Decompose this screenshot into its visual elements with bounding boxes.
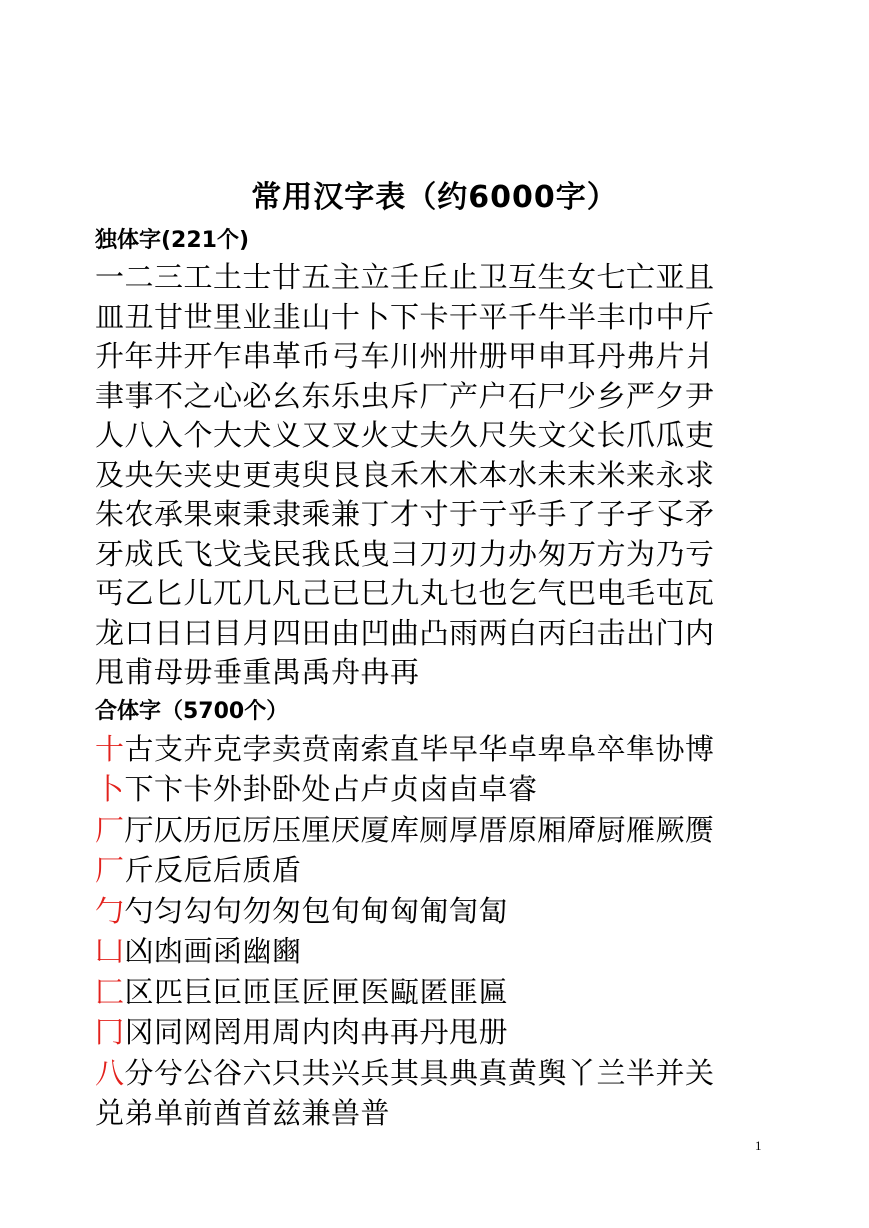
char-line: 及央矢夹史更夷臾艮良禾木术本水未末米来永求 [95,457,715,492]
char-line: 人八入个大犬义又叉火丈夫久尺失文父长爪瓜吏 [95,418,715,452]
char-line: 聿事不之心必幺东乐虫斥厂产户石尸少乡严夕尹 [95,378,715,413]
char-line: 皿丑甘世里业韭山十卜下卡干平千牛半丰巾中斤 [95,299,715,334]
radical-row [95,931,785,972]
char-line: 甩甫母毋垂重禺禹舟冉再 [95,655,420,689]
radical-chars: 斤反卮后质盾 [124,853,302,887]
page-number: 1 [755,1138,762,1153]
radical-chars: 下卞卡外卦卧处占卢贞卤卣卓睿 [124,772,538,806]
section-heading-compound: 合体字（5700个） [95,698,289,724]
radical-label: 卜 [95,772,125,806]
independent-char-list [95,258,785,693]
char-line: 龙口日曰目月四田由凹曲凸雨两白丙臼击出门内 [95,615,715,650]
char-line: 升年井开乍串革币弓车川州卅册甲申耳丹弗片爿 [95,339,715,373]
radical-chars: 兑弟单前酋首兹兼兽普 [95,1096,391,1130]
radical-label: 八 [95,1055,125,1090]
char-line: 牙成氏飞戈戋民我氐曳彐刀刃力办匆万方为乃亏 [95,536,715,571]
radical-label: 厂 [95,812,125,847]
section-heading-independent: 独体字(221个) [95,228,250,253]
radical-row [95,769,785,810]
radical-label: 厂 [95,853,125,887]
char-line: 丐乙匕儿兀几凡己已巳九丸乜也乞气巴电毛屯瓦 [95,576,715,610]
radical-row [95,972,785,1013]
char-line: 一二三工土士廿五主立壬丘止卫互生女七亡亚且 [95,260,715,294]
document-body [95,224,785,1134]
radical-row [95,1053,785,1094]
page-title: 常用汉字表（约6000字） [251,180,618,215]
radical-label: 十 [95,731,125,766]
radical-label: 匚 [95,974,125,1009]
radical-label: 冂 [95,1015,125,1049]
radical-chars: 区匹巨叵匝匡匠匣医甌匿匪匾 [124,974,509,1009]
radical-chars: 古支卉克孛卖贲南索直毕早华卓卑阜卒隼协博 [124,731,715,766]
radical-row [95,850,785,891]
radical-label: 凵 [95,934,125,968]
radical-chars: 凶凼画函幽豳 [124,934,302,968]
radical-row [95,1012,785,1053]
radical-row [95,1093,785,1134]
compound-char-list [95,729,785,1134]
radical-label: 勹 [95,893,125,928]
radical-row [95,729,785,770]
radical-row [95,810,785,851]
radical-chars: 厅仄历厄厉压厘厌厦库厕厚厝原厢厣厨雁厥赝 [124,812,715,847]
radical-chars: 分兮公谷六只共兴兵其具典真黄舆丫兰半并关 [124,1055,715,1090]
radical-chars: 勺匀勾句勿匆包旬甸匈匍訇匐 [124,893,509,928]
radical-row [95,891,785,932]
char-line: 朱农承果柬秉隶乘兼丁才寸于亍乎手了子孑孓矛 [95,497,715,531]
radical-chars: 冈同网罔用周内肉冉再丹甩册 [124,1015,509,1049]
